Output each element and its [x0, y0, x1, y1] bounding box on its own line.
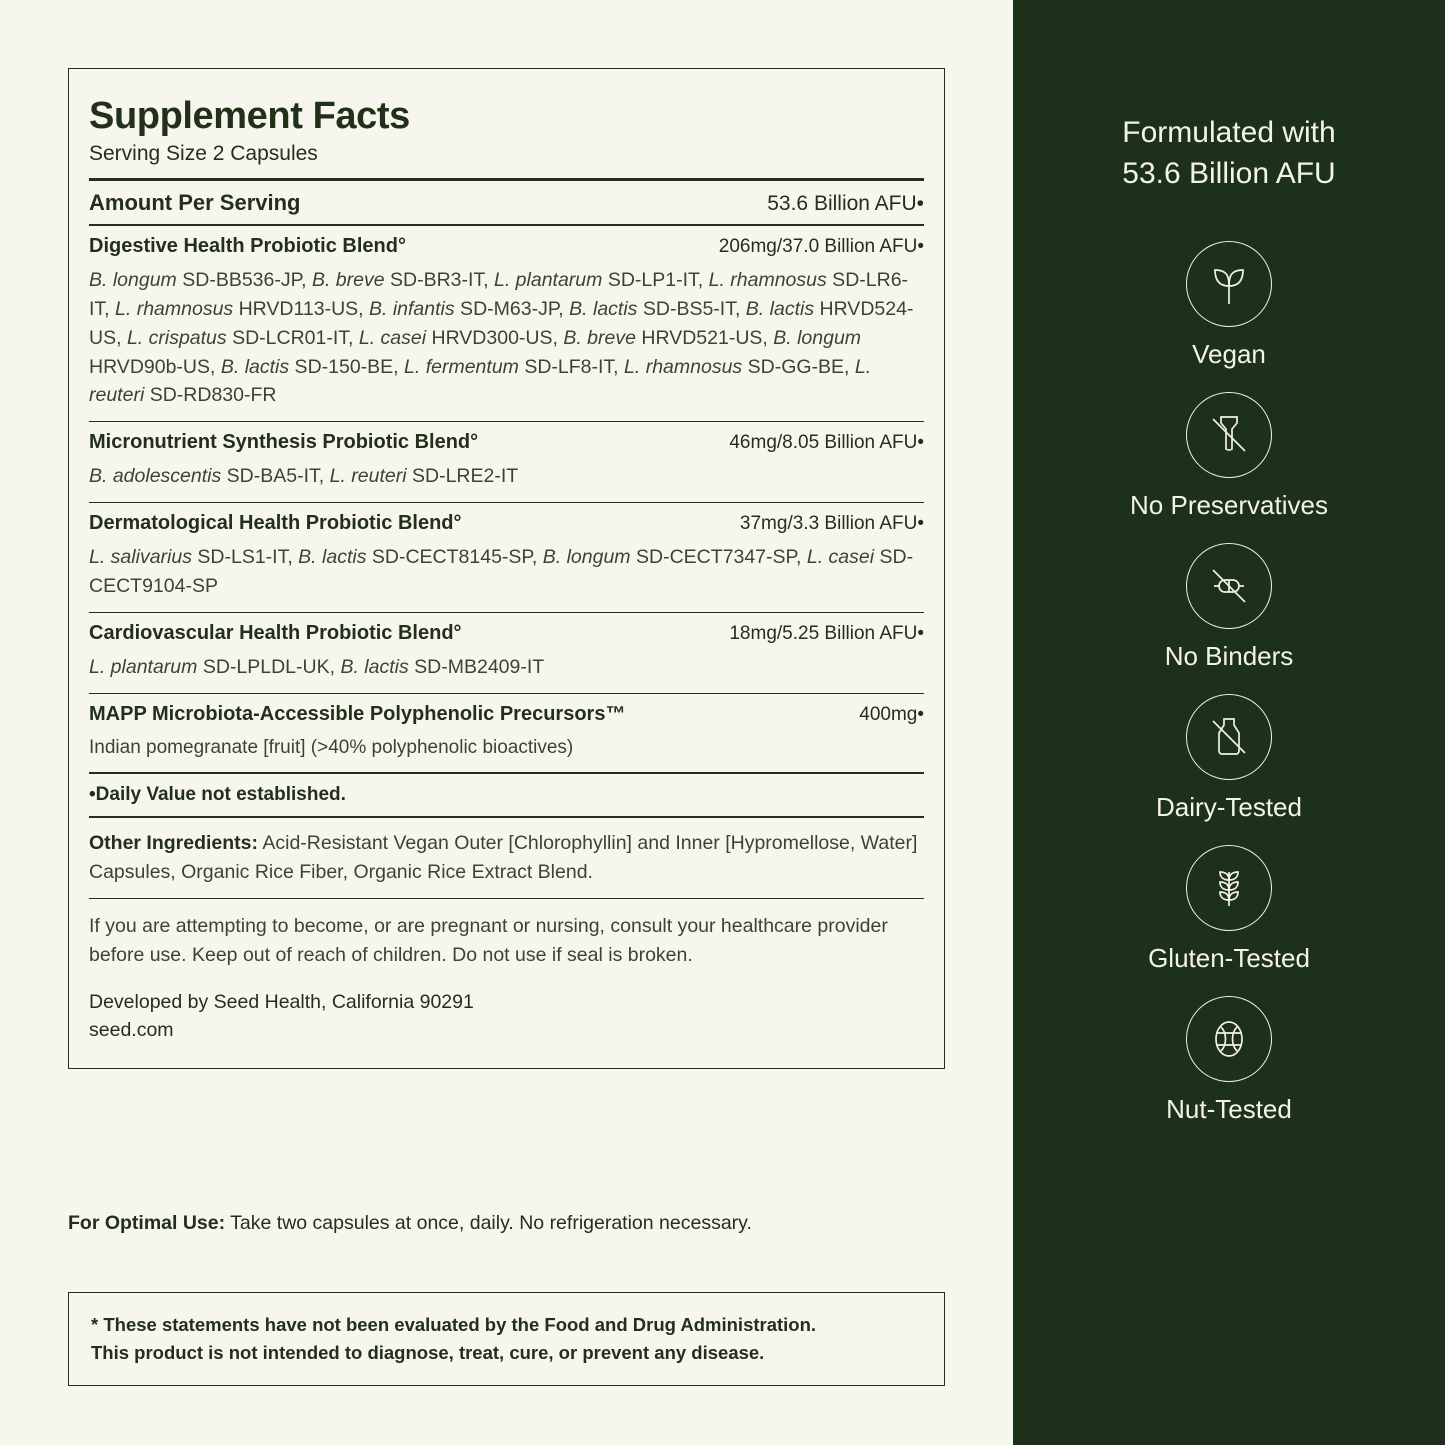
- table-row: [89, 613, 924, 653]
- other-ingredients: [89, 818, 924, 898]
- badge-label: Gluten-Tested: [1148, 942, 1310, 973]
- blend-amount: 206mg/37.0 Billion AFU•: [718, 236, 924, 257]
- badge-label: Nut-Tested: [1166, 1093, 1292, 1124]
- blend-name: Digestive Health Probiotic Blend°: [89, 235, 406, 257]
- badge-label: Vegan: [1192, 338, 1266, 369]
- optimal-use-label: For Optimal Use:: [68, 1212, 226, 1234]
- amount-per-serving-label: Amount Per Serving: [89, 190, 301, 215]
- table-row: [89, 694, 924, 734]
- blend-name: MAPP Microbiota-Accessible Polyphenolic Precursors™: [89, 702, 626, 725]
- table-row: [89, 503, 924, 543]
- blend-strains: Indian pomegranate [fruit] (>40% polyphenolic bioactives): [89, 736, 574, 758]
- blend-strains: L. salivarius SD-LS1-IT, B. lactis SD-CECT8145-SP, B. longum SD-CECT7347-SP, L. casei SD-CECT9104-SP: [89, 546, 914, 598]
- badge-no-binders: [1165, 543, 1294, 672]
- warning-text: If you are attempting to become, or are pregnant or nursing, consult your healthcare provider before use. Keep out of reach of children. Do not use if seal is broken.: [89, 915, 888, 966]
- headline-line-2: 53.6 Billion AFU: [1122, 157, 1336, 191]
- badge-label: No Binders: [1164, 640, 1294, 671]
- amount-per-serving-row: [89, 181, 924, 224]
- headline-line-1: Formulated with: [1122, 116, 1336, 149]
- badge-no-preservatives: [1130, 392, 1328, 521]
- developed-by: Developed by Seed Health, California 90291: [89, 990, 474, 1013]
- blend-name: Cardiovascular Health Probiotic Blend°: [89, 621, 462, 644]
- optimal-use: [68, 1212, 948, 1235]
- page-title: Supplement Facts: [89, 95, 410, 137]
- blend-strains: B. longum SD-BB536-JP, B. breve SD-BR3-IT, L. plantarum SD-LP1-IT, L. rhamnosus SD-LR6-IT, L. rhamnosus HRVD113-US, B. infantis SD-M63-JP, B. lactis SD-BS5-IT, B. lactis HRVD524-US, L. crispatus SD-LCR01-IT, L. casei HRVD300-US, B. breve HRVD521-US, B. longum HRVD90b-US, B. lactis SD-150-BE, L. fermentum SD-LF8-IT, L. rhamnosus SD-GG-BE, L. reuteri SD-RD830-FR: [89, 269, 914, 407]
- blend-amount: 400mg•: [859, 703, 924, 725]
- optimal-use-text: Take two capsules at once, daily. No refrigeration necessary.: [225, 1212, 752, 1234]
- blend-strains: B. adolescentis SD-BA5-IT, L. reuteri SD-LRE2-IT: [89, 465, 519, 488]
- badge-nut-tested: [1166, 996, 1292, 1125]
- no-dairy-icon: [1186, 694, 1272, 780]
- other-ingredients-label: Other Ingredients:: [89, 832, 259, 855]
- no-nut-icon: [1186, 996, 1272, 1082]
- fda-disclaimer-line2: This product is not intended to diagnose, treat, cure, or prevent any disease.: [91, 1341, 765, 1363]
- serving-size: Serving Size 2 Capsules: [89, 142, 318, 165]
- table-row: [89, 226, 924, 266]
- fda-disclaimer-line1: * These statements have not been evaluated by the Food and Drug Administration.: [91, 1314, 817, 1335]
- blend-name: Dermatological Health Probiotic Blend°: [89, 512, 462, 535]
- badge-gluten-tested: [1148, 845, 1310, 974]
- badge-dairy-tested: [1156, 694, 1302, 823]
- formulated-headline: [1013, 0, 1445, 195]
- right-panel: [1013, 0, 1445, 1445]
- fda-disclaimer: [68, 1292, 945, 1386]
- badge-label: No Preservatives: [1130, 489, 1328, 520]
- blend-amount: 46mg/8.05 Billion AFU•: [729, 432, 924, 454]
- blend-name: Micronutrient Synthesis Probiotic Blend°: [89, 431, 479, 454]
- website[interactable]: seed.com: [89, 1018, 174, 1041]
- table-row: [89, 422, 924, 462]
- no-binders-icon: [1186, 543, 1272, 629]
- daily-value-note: •Daily Value not established.: [89, 784, 346, 806]
- badge-vegan: [1186, 241, 1272, 370]
- blend-amount: 37mg/3.3 Billion AFU•: [739, 513, 924, 535]
- blend-strains: L. plantarum SD-LPLDL-UK, B. lactis SD-MB2409-IT: [89, 655, 545, 678]
- developed-by-block: [89, 974, 924, 1047]
- leaf-icon: [1186, 241, 1272, 327]
- badge-label: Dairy-Tested: [1156, 791, 1302, 822]
- amount-per-serving-value: 53.6 Billion AFU•: [767, 192, 924, 215]
- other-ingredients-text: Acid-Resistant Vegan Outer [Chlorophyllin] and Inner [Hypromellose, Water] Capsules, Organic Rice Fiber, Organic Rice Extract Blend.: [89, 832, 918, 883]
- no-gluten-icon: [1186, 845, 1272, 931]
- badge-list: [1013, 241, 1445, 1125]
- supplement-facts-panel: [68, 68, 945, 1069]
- no-preservatives-icon: [1186, 392, 1272, 478]
- blend-amount: 18mg/5.25 Billion AFU•: [729, 622, 924, 644]
